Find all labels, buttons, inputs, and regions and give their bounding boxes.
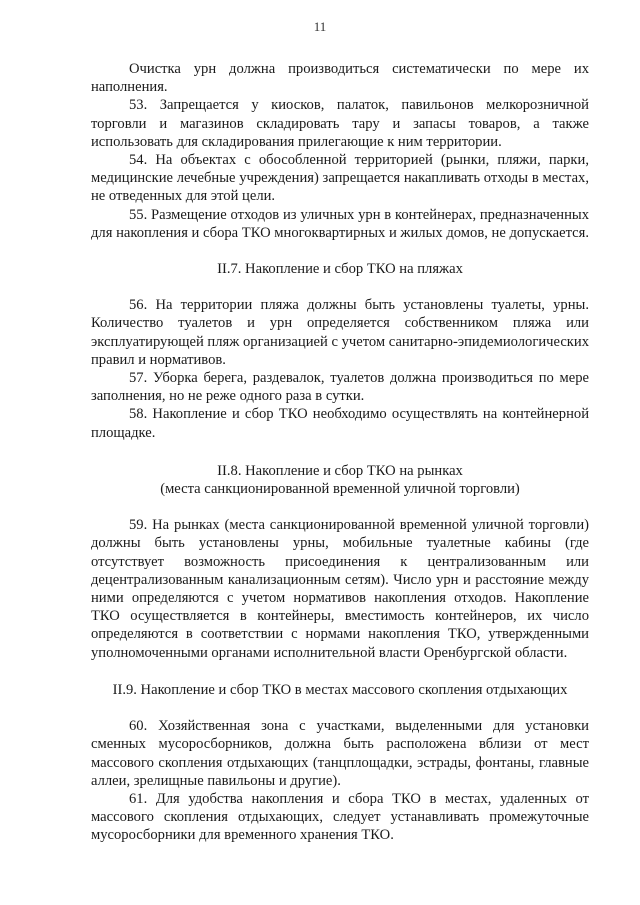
section-subheading-markets: (места санкционированной временной уличной торговли) bbox=[160, 481, 520, 498]
paragraph-59: 59. На рынках (места санкционированной временной уличной торговли) должны быть установлены урны, мобильные туалетные кабины (где отсутствует возможность присоединения к централизованным или децентрализованным канализационным сетям). Число урн и расстояние между ними определяются с учетом нормативов накопления отходов. Накопление ТКО осуществляется в контейнеры, вместимость контейнеров, их число определяются в соответствии с нормами накопления ТКО, утвержденными уполномоченными органами исполнительной власти Оренбургской области. bbox=[91, 517, 589, 661]
paragraph-60: 60. Хозяйственная зона с участками, выделенными для установки сменных мусоросборников, должна быть расположена вблизи от мест массового скопления отдыхающих (танцплощадки, эстрады, фонтаны, главные аллеи, зрелищные павильоны и другие). bbox=[91, 718, 589, 789]
section-heading-beaches: II.7. Накопление и сбор ТКО на пляжах bbox=[217, 261, 463, 278]
paragraph-55: 55. Размещение отходов из уличных урн в контейнерах, предназначенных для накопления и сбора ТКО многоквартирных и жилых домов, не допускается. bbox=[91, 206, 589, 241]
section-heading-mass-gathering: II.9. Накопление и сбор ТКО в местах массового скопления отдыхающих bbox=[112, 681, 568, 698]
section-heading-markets: II.8. Накопление и сбор ТКО на рынках bbox=[217, 462, 463, 479]
paragraph-urn-cleaning: Очистка урн должна производиться систематически по мере их наполнения. bbox=[91, 61, 589, 96]
paragraph-56: 56. На территории пляжа должны быть установлены туалеты, урны. Количество туалетов и урн определяется собственником пляжа или эксплуатирующей пляж организацией с учетом санитарно-эпидемиологических правил и нормативов. bbox=[91, 297, 589, 368]
paragraph-53: 53. Запрещается у киосков, палаток, павильонов мелкорозничной торговли и магазинов складировать тару и запасы товаров, а также использовать для складирования прилегающие к ним территории. bbox=[91, 97, 589, 150]
paragraph-57: 57. Уборка берега, раздевалок, туалетов должна производиться по мере заполнения, но не реже одного раза в сутки. bbox=[91, 370, 589, 405]
document-body bbox=[91, 60, 589, 845]
paragraph-54: 54. На объектах с обособленной территорией (рынки, пляжи, парки, медицинские лечебные учреждения) запрещается накапливать отходы в местах, не отведенных для этой цели. bbox=[91, 152, 589, 205]
paragraph-58: 58. Накопление и сбор ТКО необходимо осуществлять на контейнерной площадке. bbox=[91, 406, 589, 441]
paragraph-61: 61. Для удобства накопления и сбора ТКО в местах, удаленных от массового скопления отдыхающих, следует устанавливать промежуточные мусоросборники для временного хранения ТКО. bbox=[91, 790, 589, 844]
page-number: 11 bbox=[313, 19, 327, 34]
